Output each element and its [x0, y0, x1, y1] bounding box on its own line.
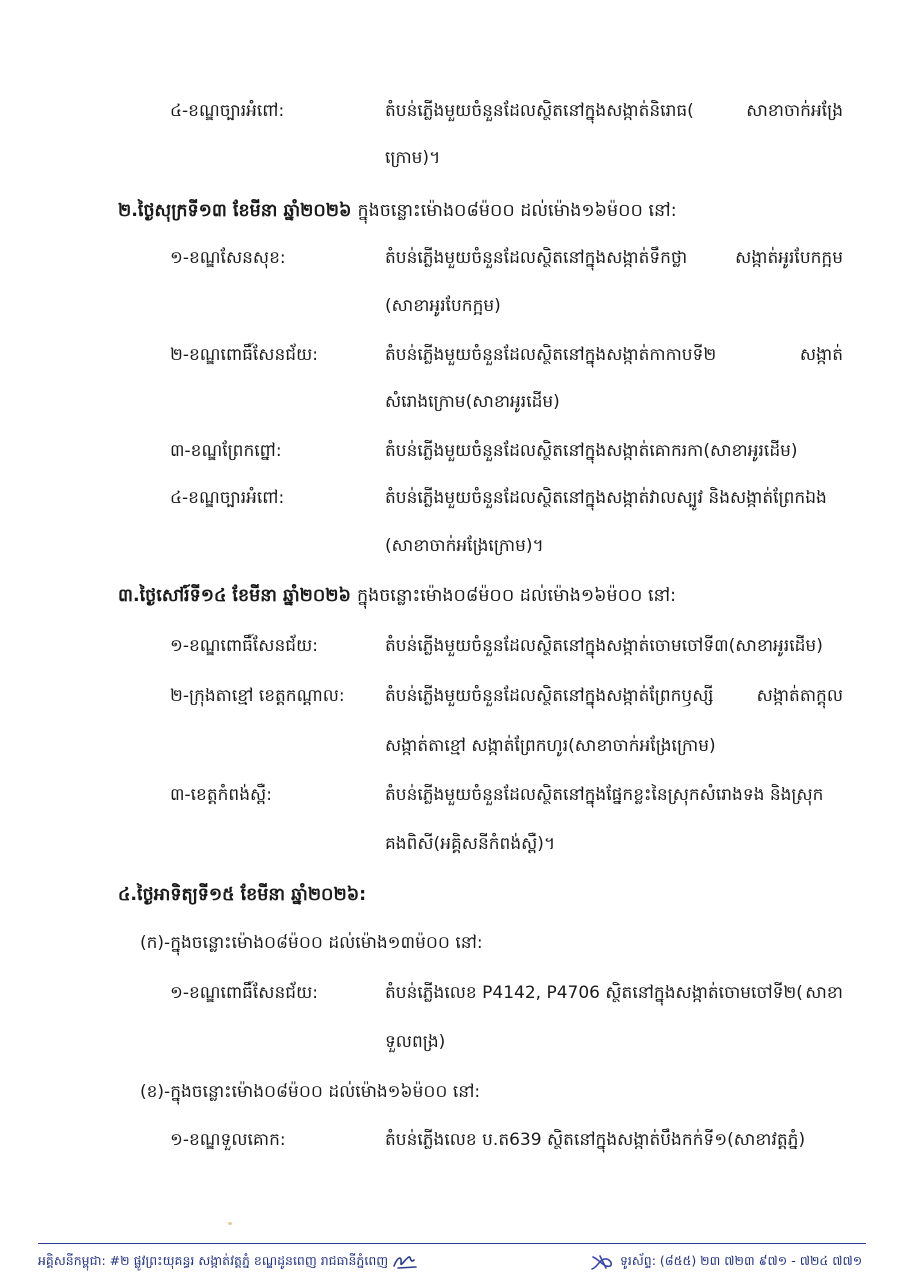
row-description-part: សង្កាត់ [799, 345, 843, 365]
time-range-subheading: (ក)-ក្នុងចន្លោះម៉ោង០៨ម៉០០ ដល់ម៉ោង១៣ម៉០០ នៅ: [140, 933, 483, 953]
signature-mark-icon [392, 1254, 418, 1270]
row-label: ២-ក្រុងតាខ្មៅ ខេត្តកណ្ដាល: [170, 686, 345, 706]
row-label: ១-ខណ្ឌសែនសុខ: [170, 248, 286, 268]
footer-divider [38, 1243, 866, 1244]
row-description-part: តំបន់ភ្លើងមួយចំនួនដែលស្ថិតនៅក្នុងសង្កាត់កាកាបទី២ [385, 345, 717, 365]
row-label: ២-ខណ្ឌពោធិ៍សែនជ័យ: [170, 345, 318, 365]
footer-address-text: អគ្គិសនីកម្ពុជា: #២ ផ្លូវព្រះយុគន្ធរ សង្កាត់វត្តភ្នំ ខណ្ឌដូនពេញ រាជធានីភ្នំពេញ [38, 1253, 389, 1268]
row-description-cont: (សាខាអូរបែកក្អម) [385, 296, 501, 316]
row-description [385, 342, 843, 368]
row-description-part: សាខា [805, 983, 843, 1003]
day-heading-time: ក្នុងចន្លោះម៉ោង០៨ម៉០០ ដល់ម៉ោង១៦ម៉០០ នៅ: [356, 586, 677, 606]
row-description-cont: (សាខាចាក់អង្រែក្រោម)។ [385, 536, 544, 556]
row-label: ៣-ខណ្ឌព្រែកព្នៅ: [170, 441, 282, 461]
row-description [385, 683, 843, 709]
row-description: តំបន់ភ្លើងមួយចំនួនដែលស្ថិតនៅក្នុងសង្កាត់គោករកា(សាខាអូរដើម) [385, 441, 798, 461]
signature-mark-icon [590, 1254, 616, 1270]
day-heading [118, 198, 677, 224]
row-description-cont: សង្កាត់តាខ្មៅ សង្កាត់ព្រែកហូរ(សាខាចាក់អង្រែក្រោម) [385, 736, 716, 756]
row-description-part: តំបន់ភ្លើងលេខ P4142, P4706 ស្ថិតនៅក្នុងសង្កាត់ចោមចៅទី២( [385, 983, 803, 1003]
row-description-part: តំបន់ភ្លើងមួយចំនួនដែលស្ថិតនៅក្នុងសង្កាត់ទឹកថ្លា [385, 248, 688, 268]
row-description: តំបន់ភ្លើងមួយចំនួនដែលស្ថិតនៅក្នុងផ្នែកខ្លះនៃស្រុកសំរោងទង និងស្រុក [385, 785, 824, 805]
row-label: ១-ខណ្ឌពោធិ៍សែនជ័យ: [170, 636, 318, 656]
row-description [385, 98, 843, 124]
row-description-cont: ទួលពង្រ) [385, 1032, 446, 1052]
day-heading [118, 882, 366, 908]
row-description: តំបន់ភ្លើងមួយចំនួនដែលស្ថិតនៅក្នុងសង្កាត់ចោមចៅទី៣(សាខាអូរដើម) [385, 636, 823, 656]
row-description-part: សាខាចាក់អង្រែ [746, 101, 843, 121]
row-label: ៤-ខណ្ឌច្បារអំពៅ: [170, 101, 285, 121]
footer-phone [590, 1252, 862, 1270]
day-heading-time: ក្នុងចន្លោះម៉ោង០៨ម៉០០ ដល់ម៉ោង១៦ម៉០០ នៅ: [357, 201, 677, 221]
row-description-part: សង្កាត់តាក្ដុល [756, 686, 843, 706]
row-description-cont: ក្រោម)។ [385, 148, 441, 168]
row-description-part: សង្កាត់អូរបែកក្អម [735, 248, 843, 268]
row-label: ៤-ខណ្ឌច្បារអំពៅ: [170, 488, 285, 508]
day-heading-date: ២.ថ្ងៃសុក្រទី១៣ ខែមីនា ឆ្នាំ២០២៦ [118, 201, 352, 221]
footer-phone-text: ទូរស័ព្ទ: (៨៥៥) ២៣ ៧២៣ ៩៧១ - ៧២៤ ៧៧១ [619, 1253, 863, 1268]
row-description-part: តំបន់ភ្លើងមួយចំនួនដែលស្ថិតនៅក្នុងសង្កាត់ព្រែកឫស្សី [385, 686, 714, 706]
day-heading-date: ៤.ថ្ងៃអាទិត្យទី១៥ ខែមីនា ឆ្នាំ២០២៦: [118, 885, 367, 905]
paper-speck [228, 1222, 232, 1225]
row-label: ១-ខណ្ឌទួលគោក: [170, 1130, 286, 1150]
footer-address [38, 1252, 418, 1270]
row-description-cont: គងពិសី(អគ្គិសនីកំពង់ស្ពឺ)។ [385, 834, 556, 854]
row-description [385, 245, 843, 271]
row-description: តំបន់ភ្លើងមួយចំនួនដែលស្ថិតនៅក្នុងសង្កាត់វាលស្បូវ និងសង្កាត់ព្រែកឯង [385, 488, 827, 508]
row-description [385, 980, 843, 1006]
row-label: ៣-ខេត្តកំពង់ស្ពឺ: [170, 785, 272, 805]
row-label: ១-ខណ្ឌពោធិ៍សែនជ័យ: [170, 983, 318, 1003]
row-description-cont: សំរោងក្រោម(សាខាអូរដើម) [385, 392, 560, 412]
time-range-subheading: (ខ)-ក្នុងចន្លោះម៉ោង០៨ម៉០០ ដល់ម៉ោង១៦ម៉០០ នៅ: [140, 1082, 481, 1102]
row-description-part: តំបន់ភ្លើងមួយចំនួនដែលស្ថិតនៅក្នុងសង្កាត់និរោធ( [385, 101, 694, 121]
row-description: តំបន់ភ្លើងលេខ ប.ត639 ស្ថិតនៅក្នុងសង្កាត់បឹងកក់ទី១(សាខាវត្តភ្នំ) [385, 1130, 806, 1150]
day-heading-date: ៣.ថ្ងៃសៅរ៍ទី១៤ ខែមីនា ឆ្នាំ២០២៦ [118, 586, 351, 606]
day-heading [118, 583, 676, 609]
